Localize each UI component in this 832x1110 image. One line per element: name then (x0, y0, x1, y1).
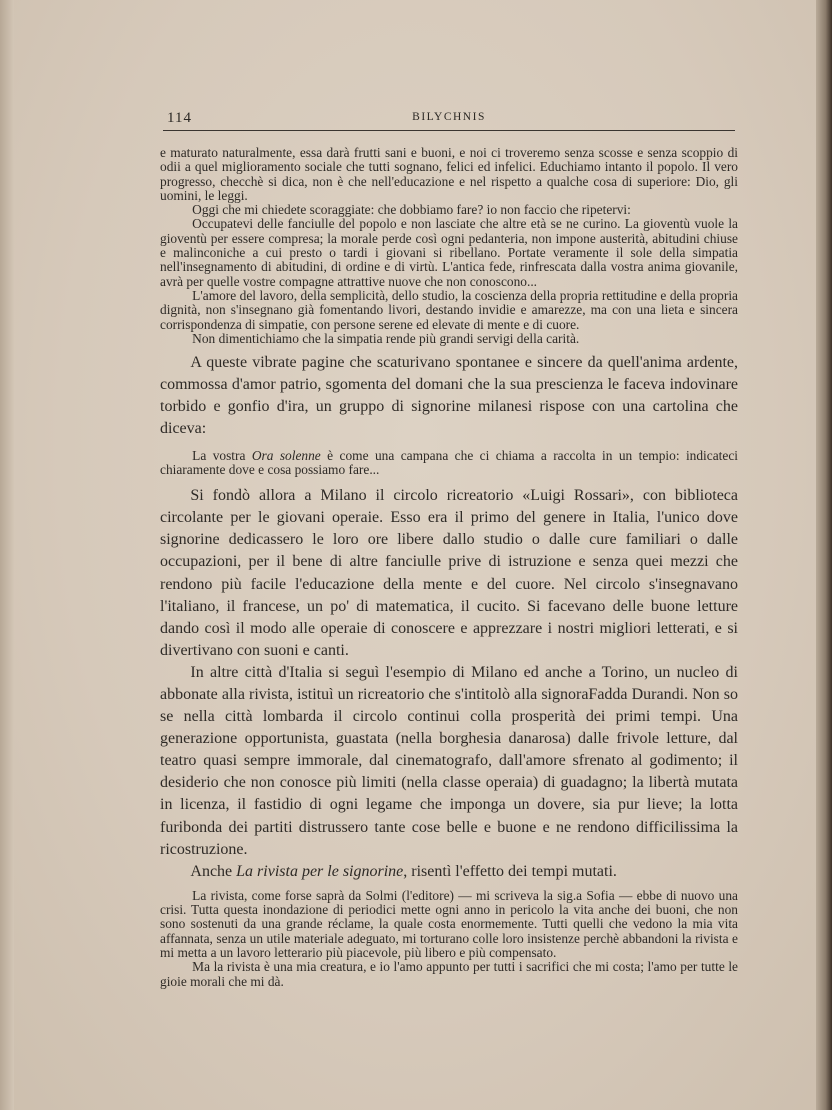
letter-paragraph: Non dimentichiamo che la simpatia rende più grandi servigi della carità. (192, 330, 580, 346)
postcard-text: è come una campana che ci chiama a raccolta in un tempio: indicateci chiaramente dove e cosa possiamo fare... (160, 447, 738, 477)
postcard-italic-title: Ora solenne (251, 447, 321, 463)
page-body (160, 146, 738, 989)
body-paragraph: In altre città d'Italia si seguì l'esempio di Milano ed anche a Torino, un nucleo di abbonate alla rivista, istituì un ricreatorio che s'intitolò alla signoraFadda Durandi. Non so se nella città lombarda il circolo continui colla prosperità dei primi tempi. Una generazione opportunista, guastata (nella borghesia danarosa) dalle frivole letture, dal teatro quasi sempre immorale, dal cinematografo, dall'amore sfrenato al godimento; il desiderio che non conosce più limiti (nella classe operaia) di guadagno; la libertà mutata in licenza, il fastidio di ogni legame che imponga un dovere, sia pur lieve; la lotta furibonda dei partiti distrussero tante cose belle e buone e ne rendono difficilissima la ricostruzione. (160, 663, 738, 858)
postcard-quote (160, 449, 738, 478)
body-paragraph (160, 861, 738, 883)
letter-quote (160, 146, 738, 346)
letter-paragraph: La rivista, come forse saprà da Solmi (l'editore) — mi scriveva la sig.a Sofia — ebbe di nuovo una crisi. Tutta questa inondazione di periodici mette ogni anno in pericolo la vita anche dei buoni, che non sono sostenuti da una grande réclame, la quale costa enormemente. Tutti quelli che vedono la mia vita affannata, senza un utile materiale adeguato, mi torturano colle loro insistenze perchè abbandoni la rivista e mi metta a un lavoro letterario più piacevole, più libero e più compensato. (160, 887, 738, 960)
body-paragraph: A queste vibrate pagine che scaturivano spontanee e sincere da quell'anima ardente, commossa d'amor patrio, sgomenta del domani che la sua prescienza le faceva indovinare torbido e gonfio d'ira, un gruppo di signorine milanesi rispose con una cartolina che diceva: (160, 354, 738, 438)
page-binding-edge (0, 0, 14, 1110)
letter-paragraph: Ma la rivista è una mia creatura, e io l'amo appunto per tutti i sacrifici che mi costa; l'amo per tutte le gioie morali che mi dà. (160, 959, 738, 989)
body-text: , risentì l'effetto dei tempi mutati. (403, 862, 617, 880)
page-right-edge (816, 0, 832, 1110)
body-text: Anche (190, 862, 237, 880)
letter-paragraph: L'amore del lavoro, della semplicità, dello studio, la coscienza della propria rettitudine e della propria dignità, non s'insegnano già fomentando livori, destando invidie e amarezze, ma con una lieta e sincera corrispondenza di simpatie, con persone serene ed elevate di mente e di cuore. (160, 287, 738, 332)
magazine-title: La rivista per le signorine (236, 862, 404, 880)
letter-paragraph: e maturato naturalmente, essa darà frutti sani e buoni, e noi ci troveremo senza scosse e senza scoppio di odii a quel miglioramento sociale che tutti sognano, felici ed infelici. Educhiamo intanto il popolo. Il vero progresso, checchè si dica, non è che nell'educazione e nel rispetto a qualche cosa di superiore: Dio, gli uomini, le leggi. (160, 145, 738, 203)
letter-paragraph: Occupatevi delle fanciulle del popolo e non lasciate che altre età se ne curino. La gioventù vuole la gioventù per essere compresa; la morale perde così ogni pedanteria, non impone austerità, abitudini chiuse e malinconiche a cui presto o tardi i giovani si ribellano. Portate veramente il sole della simpatia nell'insegnamento di abitudini, di ordine e di virtù. L'antica fede, rinfrescata dalla vostra anima giovanile, avrà per quelle vostre compagne attrattive nuove che non conoscono... (160, 216, 738, 289)
letter-paragraph: Oggi che mi chiedete scoraggiate: che dobbiamo fare? io non faccio che ripetervi: (192, 202, 631, 218)
journal-title: BILYCHNIS (412, 111, 486, 123)
running-header (163, 108, 735, 131)
letter-quote (160, 889, 738, 989)
postcard-text: La vostra (192, 447, 252, 463)
body-paragraph: Si fondò allora a Milano il circolo ricreatorio «Luigi Rossari», con biblioteca circolante per le giovani operaie. Esso era il primo del genere in Italia, l'unico dove signorine dedicassero le loro ore libere dallo studio o dalle cure familiari o dalle occupazioni, per il bene di altre fanciulle prive di istruzione e senza quei mezzi che rendono più facile l'educazione della mente e del cuore. Nel circolo s'insegnavano l'italiano, il francese, un po' di matematica, il cucito. Si facevano delle buone letture dando così il modo alle operaie di conoscere e apprezzare i nostri migliori letterati, e si divertivano con suoni e canti. (160, 487, 738, 659)
page-number: 114 (167, 110, 192, 126)
